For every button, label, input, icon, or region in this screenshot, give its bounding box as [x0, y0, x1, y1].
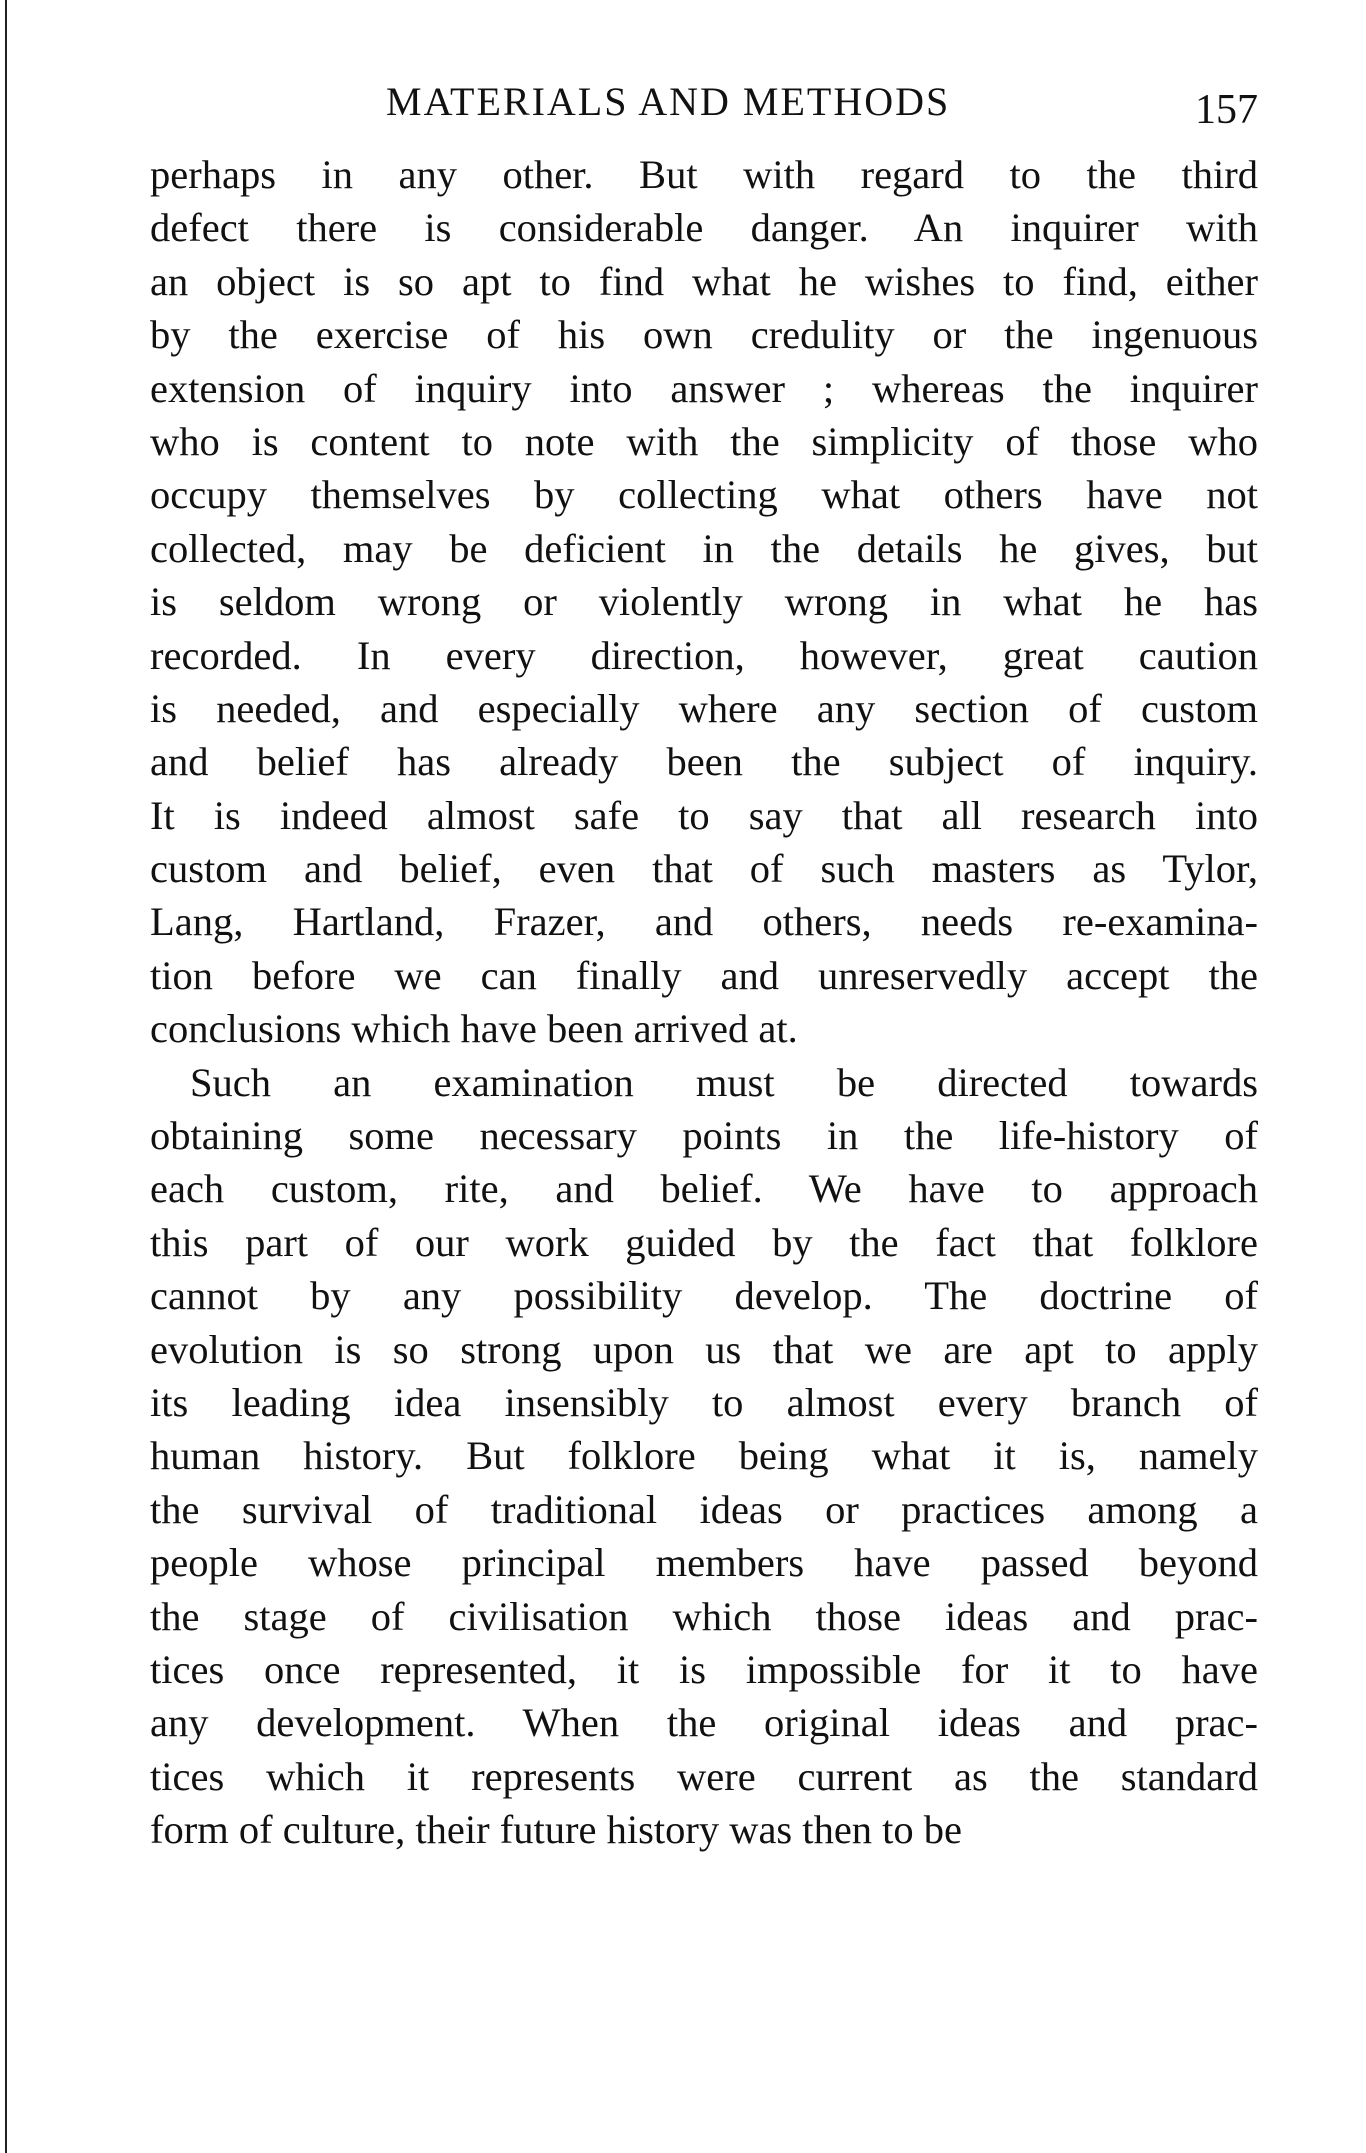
running-head [150, 78, 1258, 138]
text-line: any development. When the original ideas and prac- [150, 1700, 1258, 1746]
text-line: is seldom wrong or violently wrong in what he has [150, 579, 1258, 625]
text-line: cannot by any possibility develop. The doctrine of [150, 1273, 1258, 1319]
page-body [150, 148, 1258, 1857]
text-line: people whose principal members have passed beyond [150, 1540, 1258, 1586]
text-line: its leading idea insensibly to almost every branch of [150, 1379, 1258, 1425]
text-line: is needed, and especially where any section of custom [150, 685, 1258, 731]
scan-edge-line [5, 0, 7, 2153]
text-line: this part of our work guided by the fact that folklore [150, 1219, 1258, 1265]
text-line: occupy themselves by collecting what others have not [150, 472, 1258, 518]
text-line: the stage of civilisation which those ideas and prac- [150, 1593, 1258, 1639]
text-line: extension of inquiry into answer ; whereas the inquirer [150, 365, 1258, 411]
text-line: and belief has already been the subject of inquiry. [150, 739, 1258, 785]
text-line: Lang, Hartland, Frazer, and others, needs re-examina- [150, 899, 1258, 945]
text-line: recorded. In every direction, however, great caution [150, 632, 1258, 678]
text-line: It is indeed almost safe to say that all research into [150, 792, 1258, 838]
text-line: form of culture, their future history was then to be [150, 1807, 963, 1853]
text-line: perhaps in any other. But with regard to the third [150, 152, 1258, 197]
text-line: collected, may be deficient in the details he gives, but [150, 525, 1258, 571]
text-line: tices which it represents were current as the standard [150, 1753, 1258, 1799]
text-line: conclusions which have been arrived at. [150, 1006, 798, 1052]
text-line: by the exercise of his own credulity or the ingenuous [150, 312, 1258, 358]
text-line: tices once represented, it is impossible for it to have [150, 1646, 1258, 1692]
text-line: defect there is considerable danger. An inquirer with [150, 205, 1258, 251]
text-line: custom and belief, even that of such masters as Tylor, [150, 846, 1258, 892]
text-line: Such an examination must be directed towards [190, 1059, 1258, 1105]
text-line: tion before we can finally and unreservedly accept the [150, 952, 1258, 998]
running-head-title: MATERIALS AND METHODS [386, 79, 951, 124]
paragraph [150, 1056, 1258, 1857]
page-number: 157 [1195, 87, 1258, 133]
text-line: obtaining some necessary points in the life-history of [150, 1113, 1258, 1159]
text-line: the survival of traditional ideas or practices among a [150, 1486, 1258, 1532]
text-line: evolution is so strong upon us that we are apt to apply [150, 1326, 1258, 1372]
text-line: who is content to note with the simplicity of those who [150, 418, 1258, 464]
text-line: human history. But folklore being what it is, namely [150, 1433, 1258, 1479]
text-line: each custom, rite, and belief. We have to approach [150, 1166, 1258, 1212]
paragraph [150, 148, 1258, 1056]
text-line: an object is so apt to find what he wishes to find, either [150, 258, 1258, 304]
